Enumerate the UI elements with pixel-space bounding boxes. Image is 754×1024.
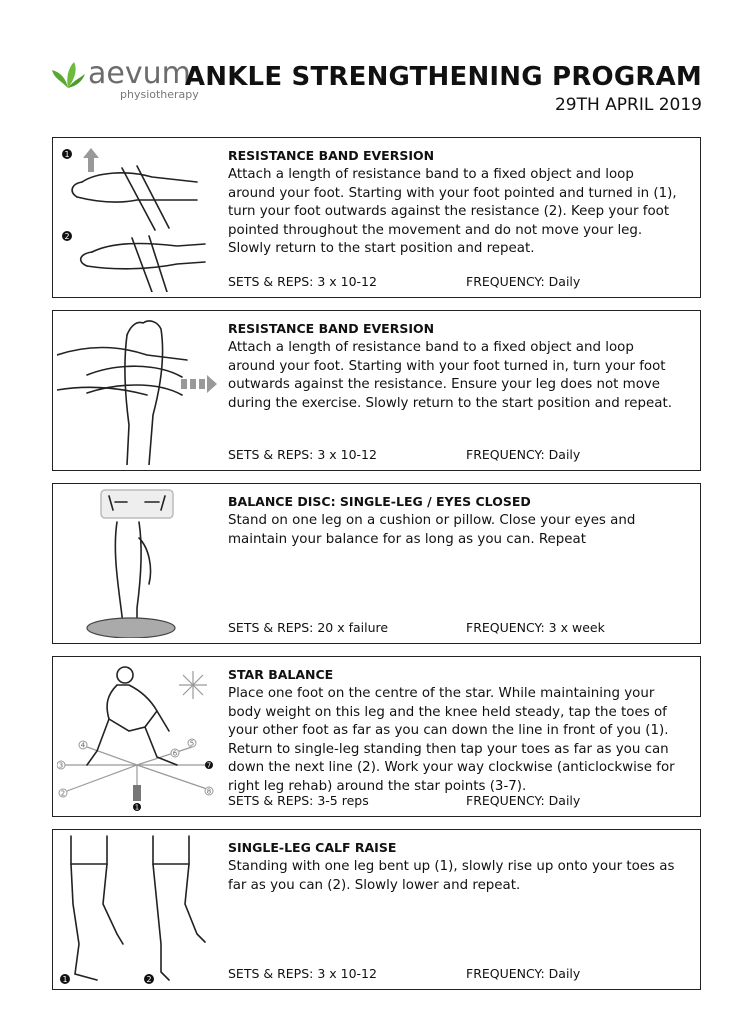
exercise-card xyxy=(52,656,701,817)
frequency: FREQUENCY: Daily xyxy=(466,966,581,981)
step-marker: 1 xyxy=(64,150,70,159)
step-marker: 2 xyxy=(64,232,70,241)
exercise-description: Stand on one leg on a cushion or pillow. Close your eyes and maintain your balance for as long as you can. Repeat xyxy=(228,513,636,547)
exercise-title: STAR BALANCE xyxy=(228,667,334,682)
exercise-card xyxy=(52,137,701,298)
exercise-description: Attach a length of resistance band to a fixed object and loop around your foot. Starting with your foot turned in, turn your foot outwards against the resistance. Ensure your leg does not move during the exercise. Slowly return to the start position and repeat. xyxy=(228,340,672,411)
star-balance-illustration xyxy=(57,661,217,811)
sets-reps: SETS & REPS: 3-5 reps xyxy=(228,793,369,808)
exercise-description: Attach a length of resistance band to a fixed object and loop around your foot. Starting with your foot pointed and turned in (1), turn your foot outwards against the resistance (2). Keep your foot pointed throughout the movement and do not move your leg. Slowly return to the start position and repeat. xyxy=(228,167,677,256)
brand-name: aevum xyxy=(88,56,191,91)
exercise-title: RESISTANCE BAND EVERSION xyxy=(228,148,435,163)
star-point-marker: 5 xyxy=(189,739,195,748)
frequency: FREQUENCY: Daily xyxy=(466,447,581,462)
star-point-marker: 6 xyxy=(172,749,178,758)
leaf-logo-icon xyxy=(50,60,86,90)
sets-reps: SETS & REPS: 3 x 10-12 xyxy=(228,274,377,289)
brand-subtitle: physiotherapy xyxy=(120,88,199,101)
balance-disc-illustration xyxy=(57,488,217,638)
exercise-title: BALANCE DISC: SINGLE-LEG / EYES CLOSED xyxy=(228,494,531,509)
sets-reps: SETS & REPS: 3 x 10-12 xyxy=(228,447,377,462)
page-title: ANKLE STRENGTHENING PROGRAM xyxy=(184,62,702,92)
exercise-card xyxy=(52,829,701,990)
frequency: FREQUENCY: Daily xyxy=(466,274,581,289)
star-point-marker: 1 xyxy=(134,803,140,811)
exercise-title: SINGLE-LEG CALF RAISE xyxy=(228,840,397,855)
step-marker: 2 xyxy=(146,975,152,984)
step-marker: 1 xyxy=(62,975,68,984)
exercise-card xyxy=(52,483,701,644)
sets-reps: SETS & REPS: 3 x 10-12 xyxy=(228,966,377,981)
band-eversion-foot-illustration xyxy=(57,142,217,292)
star-point-marker: 4 xyxy=(80,741,86,750)
exercise-title: RESISTANCE BAND EVERSION xyxy=(228,321,435,336)
exercise-description: Place one foot on the centre of the star. While maintaining your body weight on this leg and the knee held steady, tap the toes of your other foot as far as you can down the line in front of you (1). Return to single-leg standing then tap your toes as far as you can down the next line (2). Work your way clockwise (anticlockwise for right leg rehab) around the star points (3-7). xyxy=(228,686,675,794)
star-point-marker: 3 xyxy=(58,761,64,770)
star-point-marker: 7 xyxy=(206,761,212,770)
sets-reps: SETS & REPS: 20 x failure xyxy=(228,620,389,635)
frequency: FREQUENCY: 3 x week xyxy=(466,620,605,635)
exercise-description: Standing with one leg bent up (1), slowly rise up onto your toes as far as you can (2). Slowly lower and repeat. xyxy=(228,859,675,893)
frequency: FREQUENCY: Daily xyxy=(466,793,581,808)
page-date: 29TH APRIL 2019 xyxy=(554,95,702,115)
star-point-marker: 8 xyxy=(206,787,212,796)
star-point-marker: 2 xyxy=(60,789,66,798)
calf-raise-illustration xyxy=(57,834,217,984)
exercise-card xyxy=(52,310,701,471)
band-eversion-leg-illustration xyxy=(57,315,217,465)
